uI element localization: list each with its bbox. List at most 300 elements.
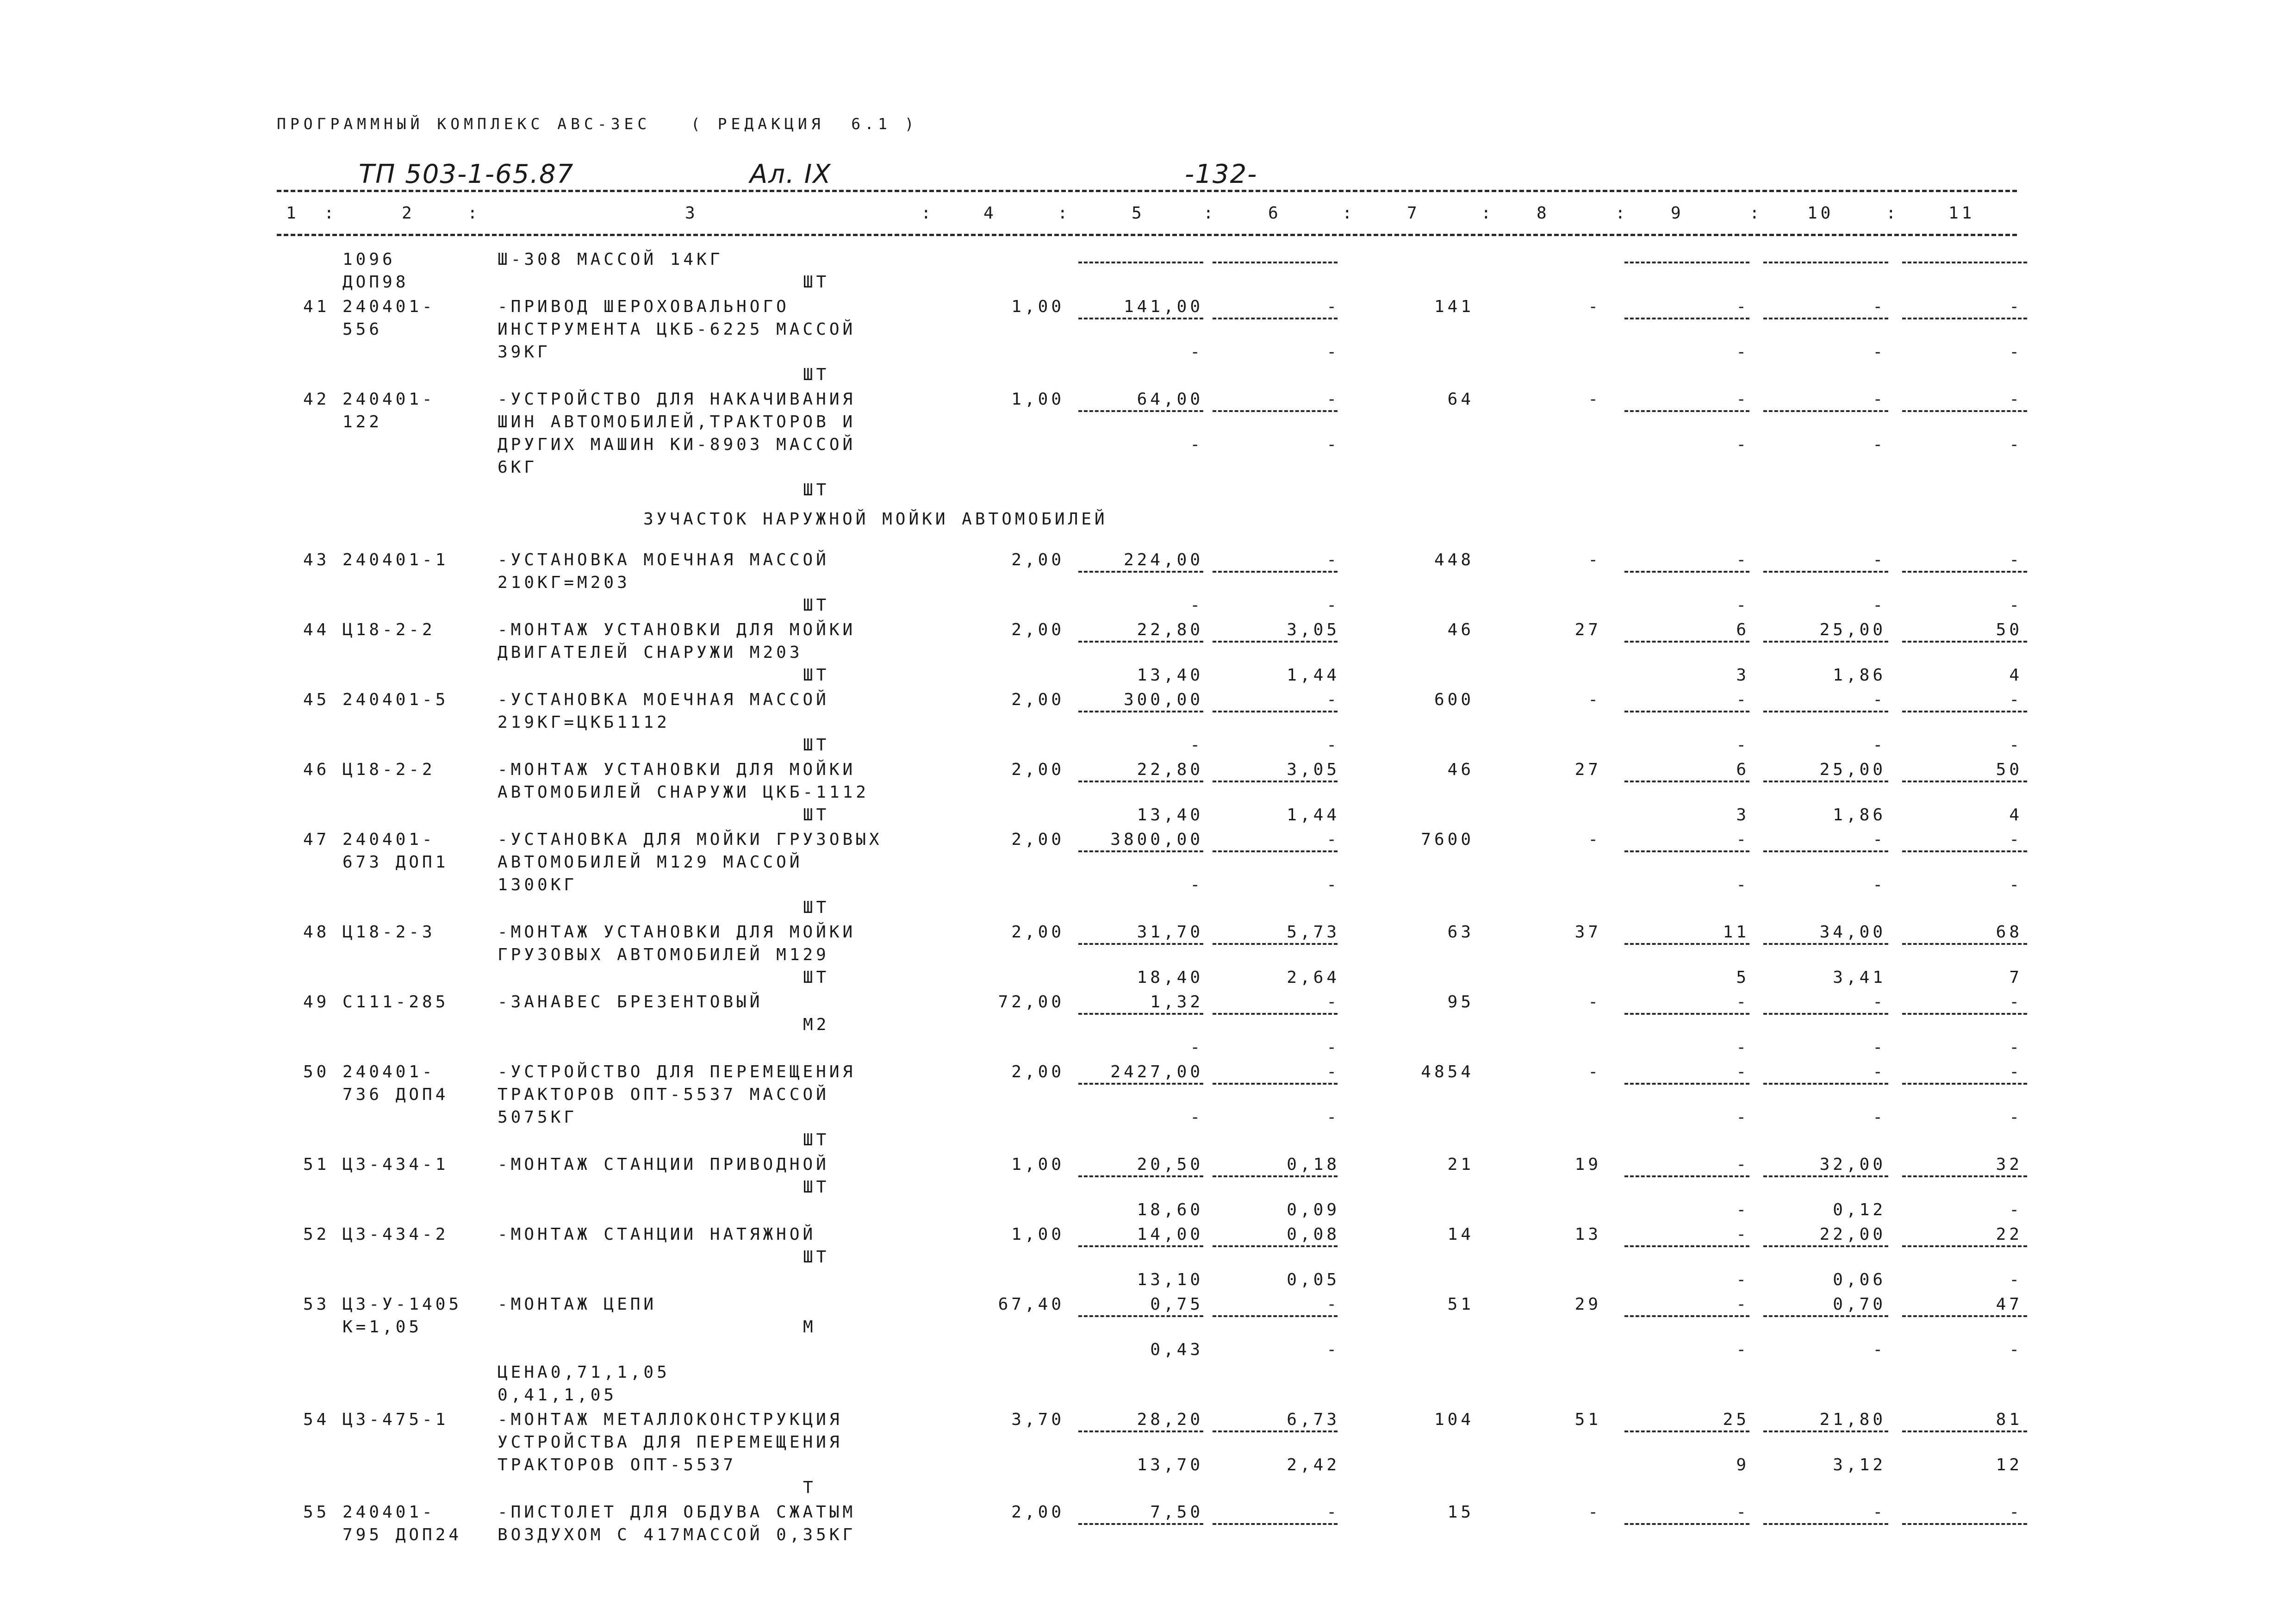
item-description: 210КГ=М203 [498, 573, 630, 592]
cell-c6: 6,73 [1287, 1410, 1340, 1429]
cell-c8: - [1588, 297, 1601, 316]
value-underline [1213, 711, 1338, 712]
cell-c10: 34,00 [1819, 923, 1886, 942]
cell-c5: 22,80 [1137, 620, 1203, 639]
cell-c5: - [1190, 435, 1203, 454]
value-underline [1624, 318, 1749, 319]
item-description: -УСТАНОВКА МОЕЧНАЯ МАССОЙ [498, 690, 829, 709]
value-underline [1078, 641, 1203, 643]
cell-c11: - [2009, 690, 2022, 709]
cell-c11: 7 [2009, 968, 2022, 987]
item-description: -МОНТАЖ УСТАНОВКИ ДЛЯ МОЙКИ [498, 923, 856, 942]
column-header-6: 6 [1268, 204, 1282, 223]
cell-c9: - [1736, 1503, 1749, 1522]
item-description: ШТ [803, 898, 830, 917]
cell-c2: 1096 [342, 250, 396, 269]
cell-c10: 22,00 [1819, 1225, 1886, 1244]
cell-c10: 3,41 [1833, 968, 1886, 987]
cell-c5: 0,75 [1150, 1295, 1203, 1314]
cell-c9: - [1736, 1225, 1749, 1244]
item-description: -МОНТАЖ УСТАНОВКИ ДЛЯ МОЙКИ [498, 620, 856, 639]
cell-c6: 0,18 [1287, 1155, 1340, 1174]
item-description: М [803, 1318, 816, 1337]
cell-c5: 13,40 [1137, 666, 1203, 685]
cell-c6: 0,08 [1287, 1225, 1340, 1244]
cell-c6: 1,44 [1287, 806, 1340, 824]
row-number: 55 [303, 1503, 330, 1522]
cell-c11: - [2009, 297, 2022, 316]
value-underline [1078, 262, 1203, 263]
cell-c2: Ц3-475-1 [342, 1410, 449, 1429]
cell-c10: 25,00 [1819, 760, 1886, 779]
cell-c5: 7,50 [1150, 1503, 1203, 1522]
item-description: АВТОМОБИЛЕЙ СНАРУЖИ ЦКБ-1112 [498, 783, 869, 802]
value-underline [1078, 711, 1203, 712]
cell-c11: - [2009, 435, 2022, 454]
value-underline [1078, 1083, 1203, 1085]
cell-c9: 3 [1736, 806, 1749, 824]
cell-c7: 600 [1434, 690, 1474, 709]
item-description: -МОНТАЖ СТАНЦИИ ПРИВОДНОЙ [498, 1155, 829, 1174]
value-underline [1902, 641, 2027, 643]
column-separator: : [1615, 204, 1629, 223]
cell-c11: - [2009, 1503, 2022, 1522]
item-description: -МОНТАЖ ЦЕПИ [498, 1295, 657, 1314]
cell-c5: 13,10 [1137, 1270, 1203, 1289]
item-description: М2 [803, 1015, 830, 1034]
value-underline [1763, 318, 1888, 319]
item-description: ШТ [803, 968, 830, 987]
item-description: -УСТАНОВКА ДЛЯ МОЙКИ ГРУЗОВЫХ [498, 830, 883, 849]
row-number: 49 [303, 993, 330, 1012]
item-description: -МОНТАЖ МЕТАЛЛОКОНСТРУКЦИЯ [498, 1410, 843, 1429]
row-number: 43 [303, 550, 330, 569]
cell-c6: - [1326, 596, 1340, 615]
value-underline [1624, 850, 1749, 852]
cell-c2: 122 [342, 412, 383, 431]
cell-c6: - [1326, 1503, 1340, 1522]
cell-c5: - [1190, 1038, 1203, 1057]
cell-c6: 3,05 [1287, 760, 1340, 779]
cell-c11: 47 [1996, 1295, 2022, 1314]
cell-c7: 46 [1447, 760, 1474, 779]
value-underline [1624, 1430, 1749, 1432]
cell-c6: - [1326, 343, 1340, 362]
row-number: 45 [303, 690, 330, 709]
cell-c5: - [1190, 736, 1203, 755]
value-underline [1078, 318, 1203, 319]
cell-c8: 19 [1574, 1155, 1601, 1174]
item-description: ШТ [803, 273, 830, 292]
cell-c11: - [2009, 1062, 2022, 1081]
cell-c9: 11 [1723, 923, 1749, 942]
cell-c5: - [1190, 596, 1203, 615]
value-underline [1213, 943, 1338, 945]
item-description: 6КГ [498, 458, 538, 477]
item-description: АВТОМОБИЛЕЙ М129 МАССОЙ [498, 853, 803, 872]
cell-c7: 21 [1447, 1155, 1474, 1174]
item-description: Т [803, 1478, 816, 1497]
cell-c9: - [1736, 690, 1749, 709]
row-number: 48 [303, 923, 330, 942]
cell-c9: - [1736, 390, 1749, 409]
item-description: -УСТРОЙСТВО ДЛЯ НАКАЧИВАНИЯ [498, 390, 856, 409]
cell-c2: Ц3-434-1 [342, 1155, 449, 1174]
cell-c11: - [2009, 1270, 2022, 1289]
value-underline [1902, 571, 2027, 573]
value-underline [1902, 781, 2027, 782]
cell-c9: - [1736, 1270, 1749, 1289]
cell-c9: - [1736, 297, 1749, 316]
cell-c7: 448 [1434, 550, 1474, 569]
cell-c11: - [2009, 390, 2022, 409]
cell-c7: 141 [1434, 297, 1474, 316]
cell-c4: 2,00 [1011, 620, 1064, 639]
cell-c10: 3,12 [1833, 1455, 1886, 1474]
cell-c11: - [2009, 830, 2022, 849]
cell-c11: - [2009, 596, 2022, 615]
cell-c6: 3,05 [1287, 620, 1340, 639]
column-header-9: 9 [1671, 204, 1684, 223]
row-number: 54 [303, 1410, 330, 1429]
cell-c5: 64,00 [1137, 390, 1203, 409]
cell-c5: 2427,00 [1110, 1062, 1203, 1081]
value-underline [1763, 850, 1888, 852]
row-number: 51 [303, 1155, 330, 1174]
value-underline [1078, 1523, 1203, 1525]
column-header-2: 2 [402, 204, 415, 223]
value-underline [1213, 781, 1338, 782]
value-underline [1213, 1175, 1338, 1177]
cell-c8: 13 [1574, 1225, 1601, 1244]
value-underline [1763, 1083, 1888, 1085]
row-number: 44 [303, 620, 330, 639]
cell-c5: - [1190, 1108, 1203, 1127]
value-underline [1763, 641, 1888, 643]
item-description: -ПИСТОЛЕТ ДЛЯ ОБДУВА СЖАТЫМ [498, 1503, 856, 1522]
cell-c10: - [1873, 390, 1886, 409]
cell-c2: 240401- [342, 830, 436, 849]
value-underline [1624, 641, 1749, 643]
cell-c7: 51 [1447, 1295, 1474, 1314]
cell-c6: 0,05 [1287, 1270, 1340, 1289]
cell-c8: - [1588, 690, 1601, 709]
cell-c11: 4 [2009, 666, 2022, 685]
section-title: ЗУЧАСТОК НАРУЖНОЙ МОЙКИ АВТОМОБИЛЕЙ [643, 510, 1108, 529]
row-number: 46 [303, 760, 330, 779]
value-underline [1902, 1315, 2027, 1317]
item-description: ШТ [803, 806, 830, 824]
value-underline [1213, 1013, 1338, 1015]
item-description: ШТ [803, 596, 830, 615]
cell-c5: 13,70 [1137, 1455, 1203, 1474]
cell-c9: 6 [1736, 760, 1749, 779]
column-header-5: 5 [1132, 204, 1145, 223]
value-underline [1078, 410, 1203, 412]
item-description: 0,41,1,05 [498, 1386, 617, 1405]
value-underline [1078, 571, 1203, 573]
cell-c2: 240401- [342, 390, 436, 409]
cell-c8: 37 [1574, 923, 1601, 942]
item-description: ШИН АВТОМОБИЛЕЙ,ТРАКТОРОВ И [498, 412, 856, 431]
cell-c10: - [1873, 736, 1886, 755]
item-description: -МОНТАЖ УСТАНОВКИ ДЛЯ МОЙКИ [498, 760, 856, 779]
cell-c2: Ц18-2-2 [342, 620, 436, 639]
cell-c10: 21,80 [1819, 1410, 1886, 1429]
item-description: 39КГ [498, 343, 551, 362]
cell-c10: - [1873, 1503, 1886, 1522]
cell-c5: 18,40 [1137, 968, 1203, 987]
cell-c10: - [1873, 690, 1886, 709]
value-underline [1624, 1175, 1749, 1177]
page-number: -132- [1185, 159, 1258, 189]
item-description: -МОНТАЖ СТАНЦИИ НАТЯЖНОЙ [498, 1225, 816, 1244]
item-description: ГРУЗОВЫХ АВТОМОБИЛЕЙ М129 [498, 945, 829, 964]
cell-c4: 1,00 [1011, 1225, 1064, 1244]
cell-c4: 2,00 [1011, 1062, 1064, 1081]
cell-c10: - [1873, 297, 1886, 316]
cell-c8: - [1588, 390, 1601, 409]
cell-c2: 240401-5 [342, 690, 449, 709]
cell-c10: 25,00 [1819, 620, 1886, 639]
cell-c4: 2,00 [1011, 690, 1064, 709]
header-bottom-rule [277, 234, 2017, 236]
column-separator: : [1058, 204, 1071, 223]
cell-c10: 0,70 [1833, 1295, 1886, 1314]
cell-c11: - [2009, 1038, 2022, 1057]
cell-c10: - [1873, 1340, 1886, 1359]
item-description: ШТ [803, 1131, 830, 1149]
cell-c9: - [1736, 1108, 1749, 1127]
column-separator: : [1342, 204, 1356, 223]
cell-c7: 95 [1447, 993, 1474, 1012]
value-underline [1763, 262, 1888, 263]
cell-c9: - [1736, 1155, 1749, 1174]
cell-c11: 12 [1996, 1455, 2022, 1474]
cell-c6: - [1326, 1038, 1340, 1057]
item-description: ШТ [803, 1248, 830, 1267]
cell-c9: - [1736, 830, 1749, 849]
cell-c8: 51 [1574, 1410, 1601, 1429]
cell-c6: - [1326, 736, 1340, 755]
value-underline [1763, 781, 1888, 782]
column-separator: : [1203, 204, 1217, 223]
cell-c2: С111-285 [342, 993, 449, 1012]
cell-c10: - [1873, 1062, 1886, 1081]
cell-c10: - [1873, 343, 1886, 362]
cell-c2: 240401- [342, 1062, 436, 1081]
value-underline [1624, 711, 1749, 712]
cell-c8: 27 [1574, 620, 1601, 639]
cell-c9: - [1736, 1200, 1749, 1219]
cell-c7: 64 [1447, 390, 1474, 409]
cell-c11: - [2009, 1200, 2022, 1219]
column-separator: : [467, 204, 481, 223]
cell-c5: 13,40 [1137, 806, 1203, 824]
value-underline [1902, 410, 2027, 412]
value-underline [1902, 262, 2027, 263]
cell-c11: - [2009, 1108, 2022, 1127]
cell-c5: 141,00 [1123, 297, 1203, 316]
cell-c9: - [1736, 875, 1749, 894]
value-underline [1763, 571, 1888, 573]
cell-c10: - [1873, 435, 1886, 454]
cell-c2: 240401- [342, 1503, 436, 1522]
cell-c11: - [2009, 343, 2022, 362]
value-underline [1763, 1523, 1888, 1525]
cell-c4: 3,70 [1011, 1410, 1064, 1429]
cell-c2: Ц3-434-2 [342, 1225, 449, 1244]
item-description: ВОЗДУХОМ С 417МАССОЙ 0,35КГ [498, 1525, 856, 1544]
item-description: -УСТАНОВКА МОЕЧНАЯ МАССОЙ [498, 550, 829, 569]
cell-c4: 1,00 [1011, 297, 1064, 316]
value-underline [1624, 781, 1749, 782]
cell-c9: - [1736, 1340, 1749, 1359]
row-number: 53 [303, 1295, 330, 1314]
cell-c9: - [1736, 596, 1749, 615]
cell-c4: 2,00 [1011, 923, 1064, 942]
cell-c2: К=1,05 [342, 1318, 423, 1337]
cell-c2: Ц18-2-3 [342, 923, 436, 942]
value-underline [1902, 1175, 2027, 1177]
value-underline [1624, 1245, 1749, 1247]
cell-c5: 3800,00 [1110, 830, 1203, 849]
column-header-1: 1 [286, 204, 299, 223]
item-description: 5075КГ [498, 1108, 578, 1127]
cell-c6: - [1326, 390, 1340, 409]
cell-c9: 6 [1736, 620, 1749, 639]
cell-c10: 0,12 [1833, 1200, 1886, 1219]
row-number: 50 [303, 1062, 330, 1081]
item-description: ТРАКТОРОВ ОПТ-5537 [498, 1455, 737, 1474]
cell-c11: 4 [2009, 806, 2022, 824]
cell-c8: - [1588, 1062, 1601, 1081]
item-description: ИНСТРУМЕНТА ЦКБ-6225 МАССОЙ [498, 320, 856, 339]
value-underline [1213, 1430, 1338, 1432]
cell-c6: - [1326, 550, 1340, 569]
cell-c6: - [1326, 690, 1340, 709]
cell-c9: - [1736, 1038, 1749, 1057]
value-underline [1213, 1315, 1338, 1317]
item-description: -УСТРОЙСТВО ДЛЯ ПЕРЕМЕЩЕНИЯ [498, 1062, 856, 1081]
value-underline [1902, 1083, 2027, 1085]
value-underline [1213, 262, 1338, 263]
cell-c2: 736 ДОП4 [342, 1085, 449, 1104]
cell-c5: 0,43 [1150, 1340, 1203, 1359]
cell-c9: 5 [1736, 968, 1749, 987]
cell-c10: 1,86 [1833, 806, 1886, 824]
cell-c4: 1,00 [1011, 390, 1064, 409]
column-header-8: 8 [1537, 204, 1550, 223]
cell-c6: - [1326, 1295, 1340, 1314]
item-description: -ПРИВОД ШЕРОХОВАЛЬНОГО [498, 297, 790, 316]
album-number: Ал. IX [750, 159, 832, 189]
cell-c9: 3 [1736, 666, 1749, 685]
value-underline [1763, 1245, 1888, 1247]
cell-c9: 25 [1723, 1410, 1749, 1429]
value-underline [1078, 1245, 1203, 1247]
value-underline [1213, 318, 1338, 319]
cell-c6: - [1326, 1062, 1340, 1081]
row-number: 42 [303, 390, 330, 409]
cell-c11: 50 [1996, 760, 2022, 779]
cell-c9: - [1736, 993, 1749, 1012]
cell-c7: 63 [1447, 923, 1474, 942]
cell-c6: - [1326, 993, 1340, 1012]
cell-c4: 2,00 [1011, 760, 1064, 779]
cell-c6: 1,44 [1287, 666, 1340, 685]
value-underline [1763, 711, 1888, 712]
value-underline [1763, 1175, 1888, 1177]
value-underline [1763, 410, 1888, 412]
column-header-10: 10 [1807, 204, 1834, 223]
value-underline [1213, 571, 1338, 573]
value-underline [1078, 781, 1203, 782]
value-underline [1902, 1245, 2027, 1247]
cell-c8: - [1588, 550, 1601, 569]
cell-c8: - [1588, 830, 1601, 849]
value-underline [1078, 1430, 1203, 1432]
cell-c10: - [1873, 993, 1886, 1012]
item-description: ШТ [803, 1178, 830, 1197]
column-header-3: 3 [685, 204, 698, 223]
cell-c4: 1,00 [1011, 1155, 1064, 1174]
value-underline [1763, 1430, 1888, 1432]
item-description: УСТРОЙСТВА ДЛЯ ПЕРЕМЕЩЕНИЯ [498, 1433, 843, 1452]
value-underline [1078, 1315, 1203, 1317]
item-description: ШТ [803, 481, 830, 500]
value-underline [1624, 1315, 1749, 1317]
value-underline [1763, 943, 1888, 945]
value-underline [1078, 1175, 1203, 1177]
column-header-7: 7 [1407, 204, 1420, 223]
cell-c9: - [1736, 1062, 1749, 1081]
cell-c7: 15 [1447, 1503, 1474, 1522]
cell-c7: 14 [1447, 1225, 1474, 1244]
cell-c6: 2,64 [1287, 968, 1340, 987]
cell-c7: 7600 [1421, 830, 1474, 849]
value-underline [1624, 410, 1749, 412]
cell-c8: - [1588, 1503, 1601, 1522]
cell-c6: - [1326, 875, 1340, 894]
item-description: ШТ [803, 365, 830, 384]
cell-c2: 795 ДОП24 [342, 1525, 462, 1544]
cell-c5: 31,70 [1137, 923, 1203, 942]
cell-c5: - [1190, 875, 1203, 894]
cell-c8: - [1588, 993, 1601, 1012]
value-underline [1624, 571, 1749, 573]
cell-c5: 14,00 [1137, 1225, 1203, 1244]
cell-c5: 28,20 [1137, 1410, 1203, 1429]
value-underline [1763, 1013, 1888, 1015]
cell-c5: 22,80 [1137, 760, 1203, 779]
cell-c11: 50 [1996, 620, 2022, 639]
cell-c2: 240401-1 [342, 550, 449, 569]
cell-c6: - [1326, 435, 1340, 454]
cell-c9: - [1736, 1295, 1749, 1314]
value-underline [1902, 1013, 2027, 1015]
cell-c2: ДОП98 [342, 273, 409, 292]
cell-c2: Ц3-У-1405 [342, 1295, 462, 1314]
value-underline [1902, 318, 2027, 319]
cell-c10: - [1873, 596, 1886, 615]
cell-c6: - [1326, 830, 1340, 849]
value-underline [1624, 943, 1749, 945]
row-number: 47 [303, 830, 330, 849]
column-separator: : [324, 204, 337, 223]
cell-c2: 673 ДОП1 [342, 853, 449, 872]
cell-c10: - [1873, 550, 1886, 569]
